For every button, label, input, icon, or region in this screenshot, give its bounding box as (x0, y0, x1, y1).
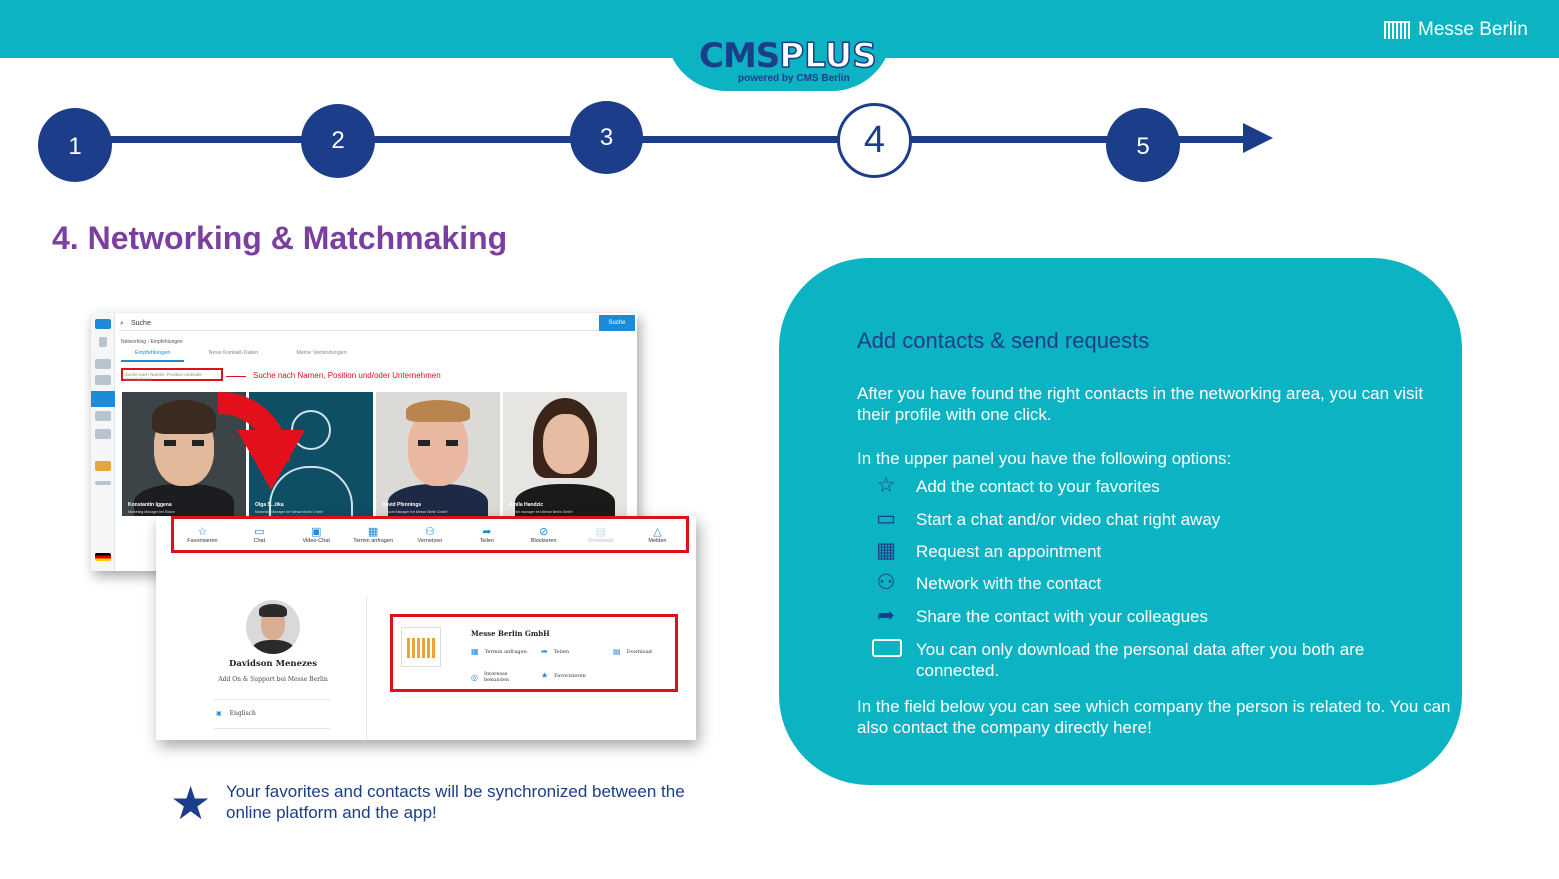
contact-card[interactable]: David Pfennings Account Manager bei Messe Berlin GmbH (376, 392, 500, 516)
block-icon: ⊘ (539, 525, 549, 538)
id-card-icon (872, 639, 900, 661)
option-share[interactable]: ➦ Teilen (479, 525, 494, 544)
app-logo-icon (95, 319, 111, 329)
networking-tabs (121, 350, 361, 362)
chat-icon: ▭ (876, 507, 896, 530)
option-appointment[interactable]: ▦ Termin anfragen (353, 525, 393, 544)
step-4-active[interactable]: 4 (837, 103, 912, 178)
star-icon: ★ (541, 671, 549, 680)
sidebar-item-settings[interactable] (95, 481, 111, 485)
avatar (246, 600, 300, 654)
panel-option-chat: ▭ Start a chat and/or video chat right away (872, 509, 1416, 530)
german-flag-icon[interactable] (95, 553, 111, 561)
share-arrow-icon: ➦ (877, 604, 895, 627)
stepper-arrow-icon (1243, 123, 1273, 153)
calendar-icon: ▦ (471, 647, 479, 656)
search-icon: ⌕ (120, 320, 124, 327)
contact-card[interactable]: Konstantin Iggena Marketing Manager bei Eldom (122, 392, 246, 516)
warning-icon: △ (653, 525, 662, 538)
sidebar-item-program[interactable] (95, 411, 111, 421)
search-button[interactable]: Suche (599, 315, 635, 331)
sidebar-item-exhibitors[interactable] (95, 375, 111, 385)
company-action-appointment[interactable]: ▦ Termin anfragen (471, 647, 527, 656)
page-title: 4. Networking & Matchmaking (52, 220, 508, 256)
panel-title: Add contacts & send requests (857, 328, 1150, 353)
profile-screenshot (156, 516, 696, 740)
step-5[interactable]: 5 (1106, 108, 1180, 182)
star-outline-icon: ☆ (876, 474, 896, 497)
profile-options-bar (171, 516, 689, 553)
search-input[interactable]: ⌕ Suche (119, 317, 599, 331)
panel-intro: After you have found the right contacts in the networking area, you can visit their profile with one click. (857, 384, 1424, 424)
breadcrumb: Networking › Empfehlungen (121, 339, 183, 345)
filter-hint: Suche nach Namen, Position und/oder Unternehmen (253, 371, 441, 380)
step-1[interactable]: 1 (38, 108, 112, 182)
option-favorite[interactable]: ☆ Favorisieren (187, 525, 218, 544)
step-3[interactable]: 3 (570, 101, 643, 174)
company-action-favorite[interactable]: ★ Favorisieren (541, 671, 586, 680)
interest-icon: ◎ (471, 672, 478, 682)
red-arrow-icon (237, 430, 305, 490)
sidebar-item-networking[interactable] (91, 391, 115, 407)
option-block[interactable]: ⊘ Blockieren (530, 525, 557, 544)
tab-my-connections[interactable]: Meine Verbindungen (296, 350, 347, 356)
contact-filter-input[interactable]: Suche nach Namen, Position und/oder Unternehmen (121, 368, 223, 381)
network-icon: ⚇ (425, 525, 435, 538)
cms-plus-logo: CMSPLUS (699, 36, 877, 76)
company-box (390, 614, 678, 692)
stepper-line (75, 136, 1245, 143)
video-icon: ▣ (310, 525, 322, 538)
divider (214, 699, 330, 700)
menu-icon[interactable] (99, 337, 107, 347)
divider (366, 596, 367, 740)
profile-language: ▣ Englisch (216, 710, 256, 717)
share-icon: ➦ (482, 525, 492, 538)
panel-option-network: ⚇ Network with the contact (872, 573, 1416, 594)
panel-option-appointment: ▦ Request an appointment (872, 541, 1416, 562)
chat-icon: ▭ (254, 525, 265, 538)
panel-footer: In the field below you can see which company the person is related to. You can also contact the company directly here! (857, 697, 1451, 737)
favorites-note: Your favorites and contacts will be synchronized between the online platform and the app! (226, 782, 685, 822)
company-name: Messe Berlin GmbH (471, 629, 550, 638)
language-icon: ▣ (216, 710, 222, 717)
option-chat[interactable]: ▭ Chat (253, 525, 266, 544)
messe-berlin-logo (1384, 18, 1528, 42)
company-logo (401, 627, 441, 667)
hint-arrow (226, 376, 246, 377)
calendar-icon: ▦ (367, 525, 379, 538)
download-icon: ▤ (613, 647, 621, 656)
messe-logo-icon (1384, 21, 1410, 39)
contact-card[interactable]: Olga S...itka Marketing Manager bei Messe Berlin GmbH (249, 392, 373, 516)
star-icon: ★ (170, 777, 212, 829)
download-icon: ▤ (595, 525, 606, 538)
profile-name: Davidson Menezes (228, 659, 317, 669)
step-2[interactable]: 2 (301, 104, 375, 178)
calendar-icon: ▦ (876, 539, 896, 562)
star-icon: ☆ (197, 525, 208, 538)
panel-options-heading: In the upper panel you have the following options: (857, 449, 1232, 468)
option-download[interactable]: ▤ Download (588, 525, 613, 544)
option-report[interactable]: △ Melden (648, 525, 667, 544)
company-action-download[interactable]: ▤ Download (613, 647, 652, 656)
tab-recommendations[interactable]: Empfehlungen (121, 350, 184, 362)
brand-name: Messe Berlin (1418, 19, 1528, 40)
divider (214, 728, 330, 729)
panel-option-download: You can only download the personal data after you both are connected. (872, 639, 1416, 681)
logo-powered-by: powered by CMS Berlin (738, 73, 850, 84)
person-icon: ⚇ (876, 571, 896, 594)
panel-option-share: ➦ Share the contact with your colleagues (872, 606, 1416, 627)
option-video-chat[interactable]: ▣ Video-Chat (302, 525, 330, 544)
sidebar-item-support[interactable] (95, 429, 111, 439)
panel-option-favorite: ☆ Add the contact to your favorites (872, 476, 1416, 497)
app-sidebar (91, 313, 115, 571)
company-action-interest[interactable]: ◎ Interesse bekunden (471, 671, 509, 683)
share-icon: ➦ (541, 647, 548, 656)
contact-card[interactable]: Amila Handzic Branch manager bei Messe Berlin GmbH (503, 392, 627, 516)
company-action-share[interactable]: ➦ Teilen (541, 647, 569, 656)
sidebar-item-partner[interactable] (95, 461, 111, 471)
tab-new-contacts[interactable]: Neue Kontakt-Daten (208, 350, 259, 356)
option-connect[interactable]: ⚇ Vernetzen (417, 525, 443, 544)
sidebar-item-events[interactable] (95, 359, 111, 369)
profile-role: Add On & Support bei Messe Berlin (218, 676, 328, 683)
